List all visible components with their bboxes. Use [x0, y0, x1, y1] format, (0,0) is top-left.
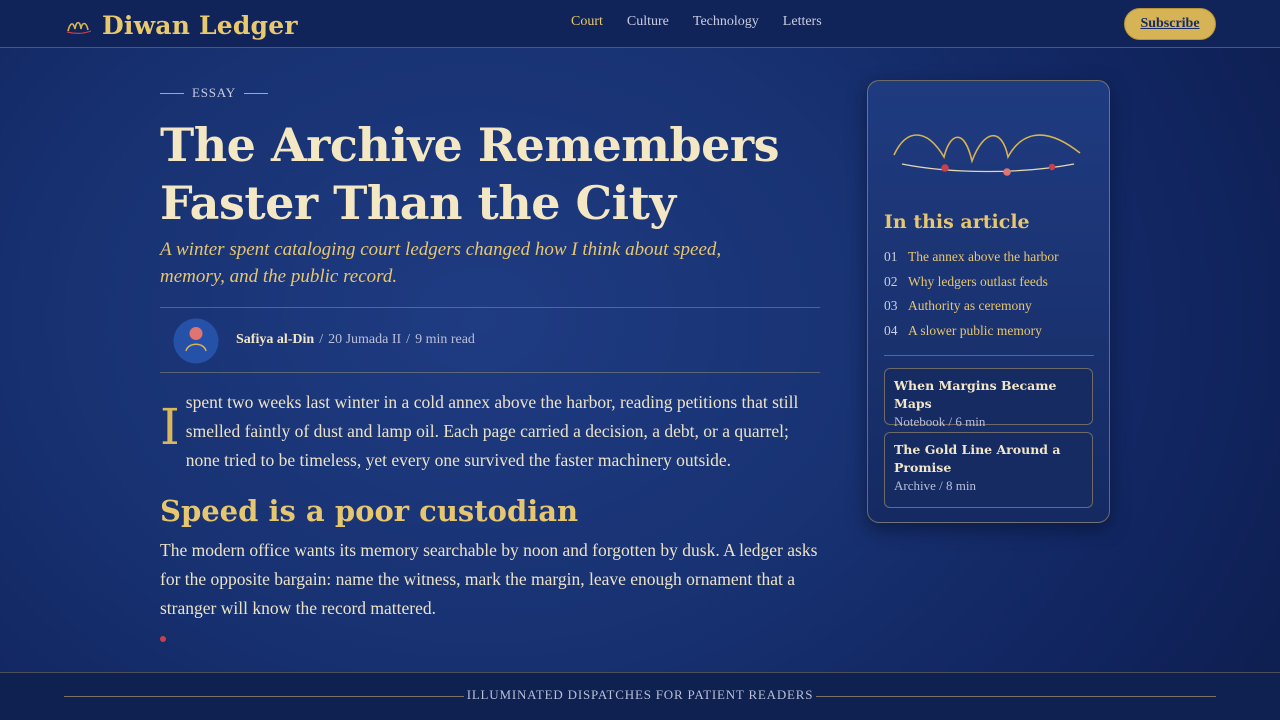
avatar[interactable] [173, 318, 219, 364]
toc-title: In this article [884, 211, 1030, 233]
kicker-rule [244, 93, 268, 94]
lede-paragraph [160, 388, 820, 475]
related-meta: Archive / 8 min [894, 478, 976, 493]
related-title: When Margins Became Maps [894, 378, 1057, 411]
toc-label: Why ledgers outlast feeds [908, 273, 1048, 289]
footer-rule [816, 696, 1216, 697]
author-name[interactable]: Safiya al-Din [236, 332, 315, 347]
toc-number: 01 [884, 249, 898, 265]
read-time: 9 min read [415, 332, 475, 347]
nav-culture[interactable]: Culture [626, 14, 669, 29]
toc-label: The annex above the harbor [908, 249, 1059, 265]
publish-date: 20 Jumada II [328, 332, 402, 347]
toc-item-authority[interactable] [884, 294, 1059, 319]
nav-letters[interactable]: Letters [782, 14, 822, 29]
byline [160, 307, 820, 373]
toc-label: Authority as ceremony [908, 298, 1032, 314]
site-header [0, 0, 1280, 48]
sidebar-divider [884, 355, 1094, 356]
article-dek: A winter spent cataloging court ledgers changed how I think about speed, memory, and the public record. [160, 239, 722, 287]
toc-number: 04 [884, 322, 898, 338]
related-card[interactable] [884, 368, 1093, 429]
kicker-label: ESSAY [192, 85, 236, 100]
toc-number: 02 [884, 273, 898, 289]
section-paragraph: The modern office wants its memory searchable by noon and forgotten by dusk. A ledger asks for the opposite bargain: name the witness, mark the margin, leave enough ornament that a stranger will know the record mattered. [160, 540, 818, 618]
site-footer [0, 672, 1280, 720]
meta-separator: / [319, 332, 324, 347]
toc-item-memory[interactable] [884, 319, 1059, 344]
brand[interactable] [66, 8, 298, 42]
footer-tagline: ILLUMINATED DISPATCHES FOR PATIENT READERS [466, 687, 814, 702]
toc-number: 03 [884, 298, 898, 314]
brand-name: Diwan Ledger [102, 10, 298, 40]
meta-separator: / [406, 332, 411, 347]
toc-label: A slower public memory [908, 322, 1042, 338]
related-card[interactable] [884, 432, 1093, 508]
toc-item-annex[interactable] [884, 245, 1059, 270]
table-of-contents [884, 245, 1059, 343]
toc-item-ledgers[interactable] [884, 270, 1059, 295]
related-title: The Gold Line Around a Promise [894, 442, 1061, 475]
related-meta: Notebook / 6 min [894, 414, 986, 429]
lede-text: spent two weeks last winter in a cold annex above the harbor, reading petitions that still smelled faintly of dust and lamp oil. Each page carried a decision, a debt, or a quarrel; none tried to be timeless, yet every one survived the faster machinery outside. [185, 392, 799, 470]
ornament-dot [160, 636, 166, 642]
ornamental-arc-flourish-icon [892, 125, 1086, 181]
article-title: The Archive Remembers Faster Than the City [160, 118, 779, 230]
kicker-rule [160, 93, 184, 94]
section-heading: Speed is a poor custodian [160, 494, 579, 528]
article-sidebar [867, 80, 1110, 523]
nav-court[interactable]: Court [571, 14, 603, 29]
subscribe-button[interactable]: Subscribe [1124, 8, 1216, 40]
footer-rule [64, 696, 464, 697]
main-nav [571, 14, 846, 30]
article-kicker [160, 85, 268, 101]
calligraphic-mark-icon [66, 15, 92, 35]
byline-meta [236, 332, 475, 348]
drop-cap: I [160, 398, 180, 456]
nav-technology[interactable]: Technology [692, 14, 759, 29]
